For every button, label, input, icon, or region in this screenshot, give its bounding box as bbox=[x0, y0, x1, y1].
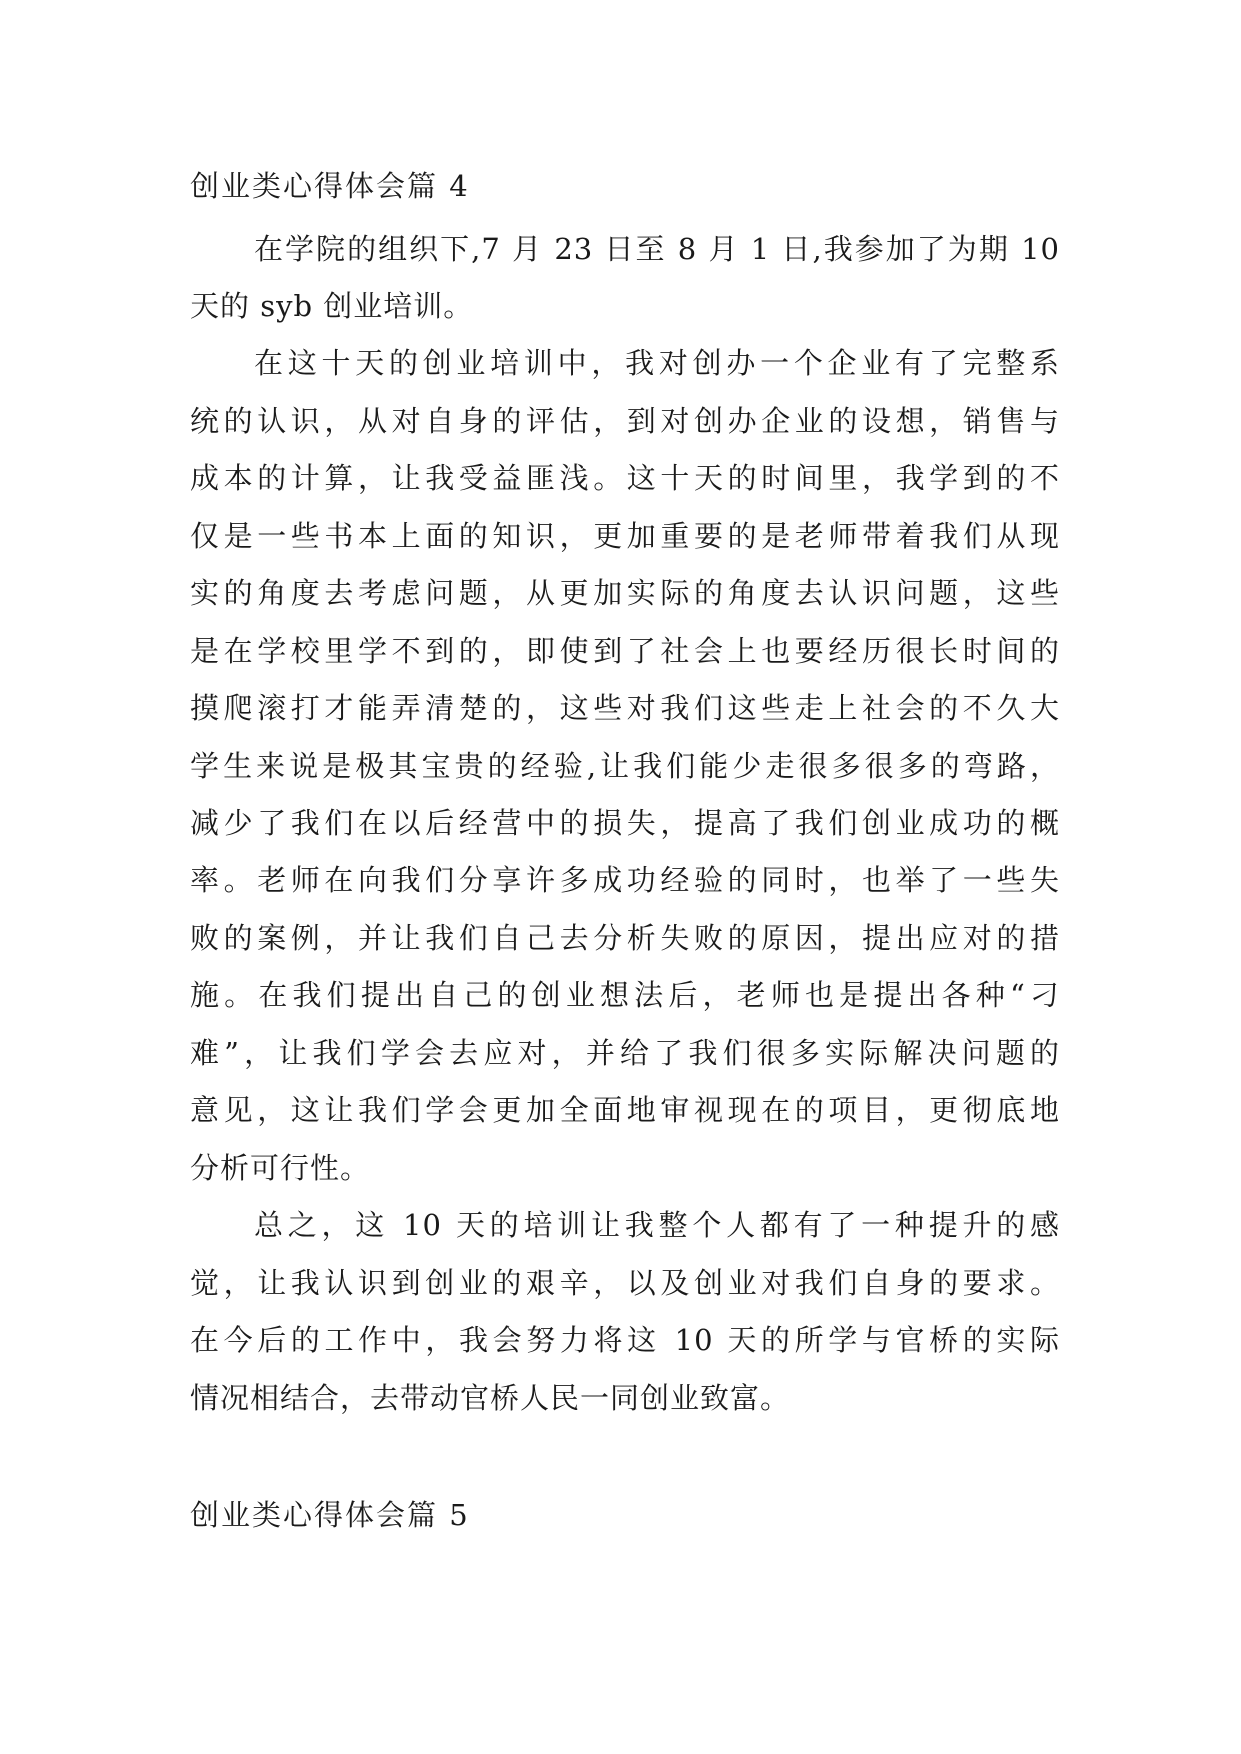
paragraph-1-line-2: 天的 syb 创业培训。 bbox=[190, 289, 474, 323]
paragraph-2-line-2: 统的认识，从对自身的评估，到对创办企业的设想，销售与 bbox=[190, 404, 1060, 438]
paragraph-1-line-1: 在学院的组织下,7 月 23 日至 8 月 1 日,我参加了为期 10 bbox=[254, 232, 1060, 266]
paragraph-3-line-2: 觉，让我认识到创业的艰辛，以及创业对我们自身的要求。 bbox=[190, 1266, 1060, 1300]
paragraph-2-line-15: 分析可行性。 bbox=[190, 1151, 371, 1185]
section-5-title: 创业类心得体会篇 5 bbox=[190, 1498, 470, 1532]
paragraph-2-line-12: 施。在我们提出自己的创业想法后，老师也是提出各种“刁 bbox=[190, 978, 1060, 1012]
paragraph-3-line-3: 在今后的工作中，我会努力将这 10 天的所学与官桥的实际 bbox=[190, 1323, 1060, 1357]
paragraph-2-line-5: 实的角度去考虑问题，从更加实际的角度去认识问题，这些 bbox=[190, 576, 1060, 610]
section-4-title: 创业类心得体会篇 4 bbox=[190, 169, 470, 203]
paragraph-3-line-4: 情况相结合，去带动官桥人民一同创业致富。 bbox=[190, 1381, 791, 1415]
paragraph-2-line-8: 学生来说是极其宝贵的经验,让我们能少走很多很多的弯路， bbox=[190, 749, 1060, 783]
paragraph-2-line-13: 难”，让我们学会去应对，并给了我们很多实际解决问题的 bbox=[190, 1036, 1060, 1070]
paragraph-2-line-1: 在这十天的创业培训中，我对创办一个企业有了完整系 bbox=[254, 346, 1060, 380]
paragraph-2-line-4: 仅是一些书本上面的知识，更加重要的是老师带着我们从现 bbox=[190, 519, 1060, 553]
paragraph-3-line-1: 总之，这 10 天的培训让我整个人都有了一种提升的感 bbox=[254, 1208, 1060, 1242]
paragraph-2-line-6: 是在学校里学不到的，即使到了社会上也要经历很长时间的 bbox=[190, 634, 1060, 668]
paragraph-2-line-7: 摸爬滚打才能弄清楚的，这些对我们这些走上社会的不久大 bbox=[190, 691, 1060, 725]
paragraph-2-line-9: 减少了我们在以后经营中的损失，提高了我们创业成功的概 bbox=[190, 806, 1060, 840]
paragraph-2-line-10: 率。老师在向我们分享许多成功经验的同时，也举了一些失 bbox=[190, 863, 1060, 897]
paragraph-2-line-3: 成本的计算，让我受益匪浅。这十天的时间里，我学到的不 bbox=[190, 461, 1060, 495]
paragraph-2-line-14: 意见，这让我们学会更加全面地审视现在的项目，更彻底地 bbox=[190, 1093, 1060, 1127]
paragraph-2-line-11: 败的案例，并让我们自己去分析失败的原因，提出应对的措 bbox=[190, 921, 1060, 955]
